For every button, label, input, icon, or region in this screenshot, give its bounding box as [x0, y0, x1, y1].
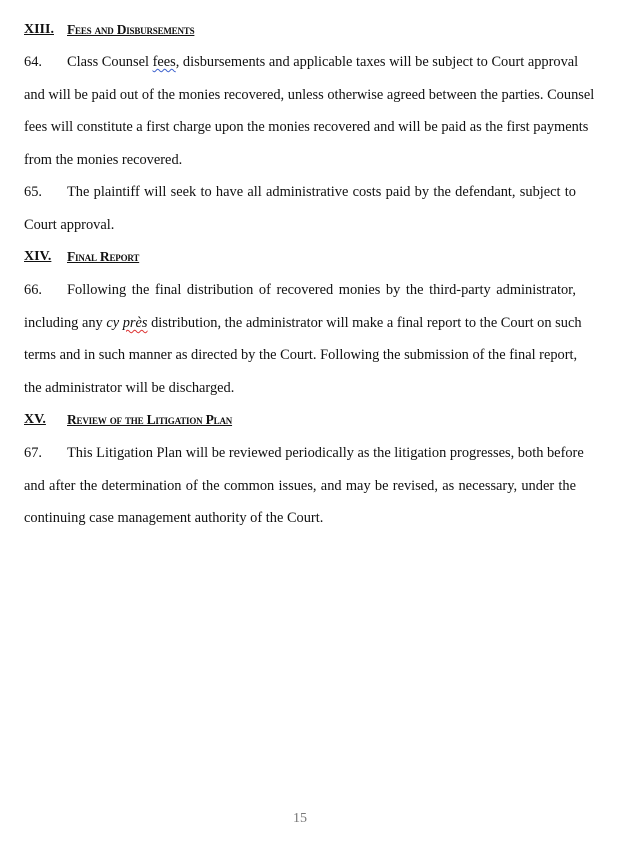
section-title: Review of the Litigation Plan: [67, 412, 233, 427]
section-number: XIII.: [24, 22, 54, 37]
paragraph-65-line-1: 65. The plaintiff will seek to have all administrative costs paid by the defendant, subject to: [24, 184, 576, 200]
section-title: Fees and Disbursements: [67, 22, 195, 37]
paragraph-64-line-1: 64. Class Counsel fees, disbursements and applicable taxes will be subject to Court approval: [24, 54, 579, 70]
section-number: XV.: [24, 412, 46, 427]
paragraph-67-line-2: and after the determination of the common issues, and may be revised, as necessary, under the: [24, 478, 576, 494]
paragraph-number: 66.: [24, 282, 42, 298]
page-number: 15: [293, 811, 307, 826]
paragraph-67-line-1: 67. This Litigation Plan will be reviewed periodically as the litigation progresses, both before: [24, 445, 584, 461]
paragraph-number: 65.: [24, 184, 42, 200]
paragraph-67-line-3: continuing case management authority of the Court.: [24, 510, 324, 526]
paragraph-number: 67.: [24, 445, 42, 461]
section-number: XIV.: [24, 249, 52, 264]
paragraph-66-line-4: the administrator will be discharged.: [24, 380, 235, 396]
paragraph-64-line-3: fees will constitute a first charge upon the monies recovered and will be paid as the first payments: [24, 119, 589, 135]
paragraph-64-line-2: and will be paid out of the monies recovered, unless otherwise agreed between the parties. Counsel: [24, 87, 595, 103]
spellcheck-flagged-word[interactable]: près: [122, 315, 148, 331]
latin-term: cy: [106, 315, 123, 331]
paragraph-66-line-1: 66. Following the final distribution of recovered monies by the third-party administrator,: [24, 282, 576, 298]
paragraph-64-line-4: from the monies recovered.: [24, 152, 183, 168]
paragraph-number: 64.: [24, 54, 42, 70]
spellcheck-flagged-word[interactable]: fees: [152, 54, 176, 70]
paragraph-66-line-2: including any cy près distribution, the administrator will make a final report to the Court on such: [24, 315, 582, 331]
section-title: Final Report: [67, 249, 140, 264]
paragraph-65-line-2: Court approval.: [24, 217, 115, 233]
paragraph-66-line-3: terms and in such manner as directed by the Court. Following the submission of the final report,: [24, 347, 578, 363]
